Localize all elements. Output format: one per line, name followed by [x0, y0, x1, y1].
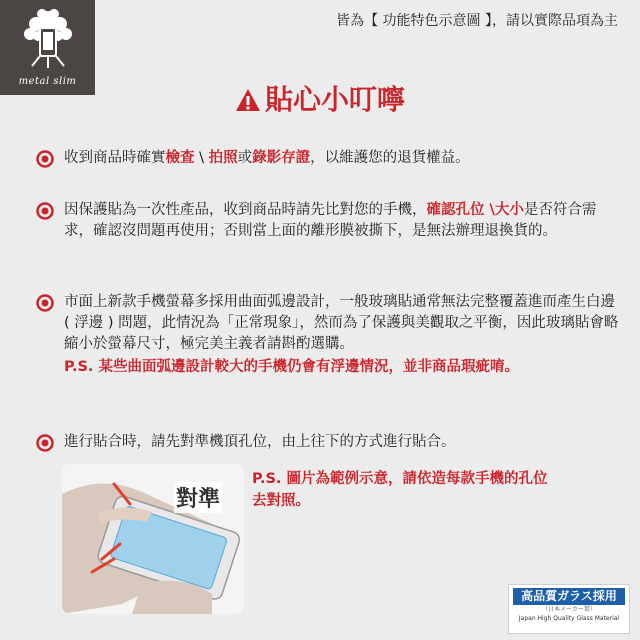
quality-badge: [508, 584, 630, 634]
ps-note: P.S. 某些曲面弧邊設計較大的手機仍會有浮邊情況，並非商品瑕疵唷。: [64, 359, 519, 375]
example-note: P.S. 圖片為範例示意，請依造每款手機的孔位去對照。: [252, 471, 548, 509]
list-item: [36, 148, 622, 169]
list-item: [36, 432, 622, 453]
bullet-icon: [36, 294, 54, 312]
item-text: 市面上新款手機螢幕多採用曲面弧邊設計，一般玻璃貼通常無法完整覆蓋進而產生白邊 ( 浮邊 ) 問題，此情況為「正常現象」，然而為了保護與美觀取之平衡，因此玻璃貼會略縮小於螢幕尺寸，極完美主義者請斟酌選購。: [64, 294, 619, 352]
badge-english: Japan High Quality Glass Material: [518, 615, 620, 622]
warning-icon: [235, 88, 261, 112]
logo-text: metal slim: [18, 76, 77, 87]
align-label: 對準: [174, 482, 222, 513]
item-text: 進行貼合時，請先對準機頂孔位，由上往下的方式進行貼合。: [64, 434, 456, 450]
item-text: 因保護貼為一次性產品，收到商品時請先比對您的手機，確認孔位 \大小是否符合需求，確認沒問題再使用；否則當上面的離形膜被撕下，是無法辦理退換貨的。: [64, 202, 597, 239]
badge-subtitle: （日本メーカー製）: [542, 606, 596, 613]
page-title: [0, 78, 640, 118]
list-item: [36, 292, 622, 379]
badge-title: 高品質ガラス採用: [513, 588, 625, 605]
title-text: 貼心小叮嚀: [264, 83, 405, 116]
alignment-illustration: [62, 464, 244, 614]
list-item: [36, 200, 622, 242]
bullet-icon: [36, 434, 54, 452]
item-text: 收到商品時確實檢查 \ 拍照或錄影存證，以維護您的退貨權益。: [64, 150, 470, 166]
tree-phone-icon: [18, 6, 78, 70]
top-note: 皆為【 功能特色示意圖 】，請以實際品項為主: [336, 13, 618, 29]
bullet-icon: [36, 202, 54, 220]
bullet-icon: [36, 150, 54, 168]
